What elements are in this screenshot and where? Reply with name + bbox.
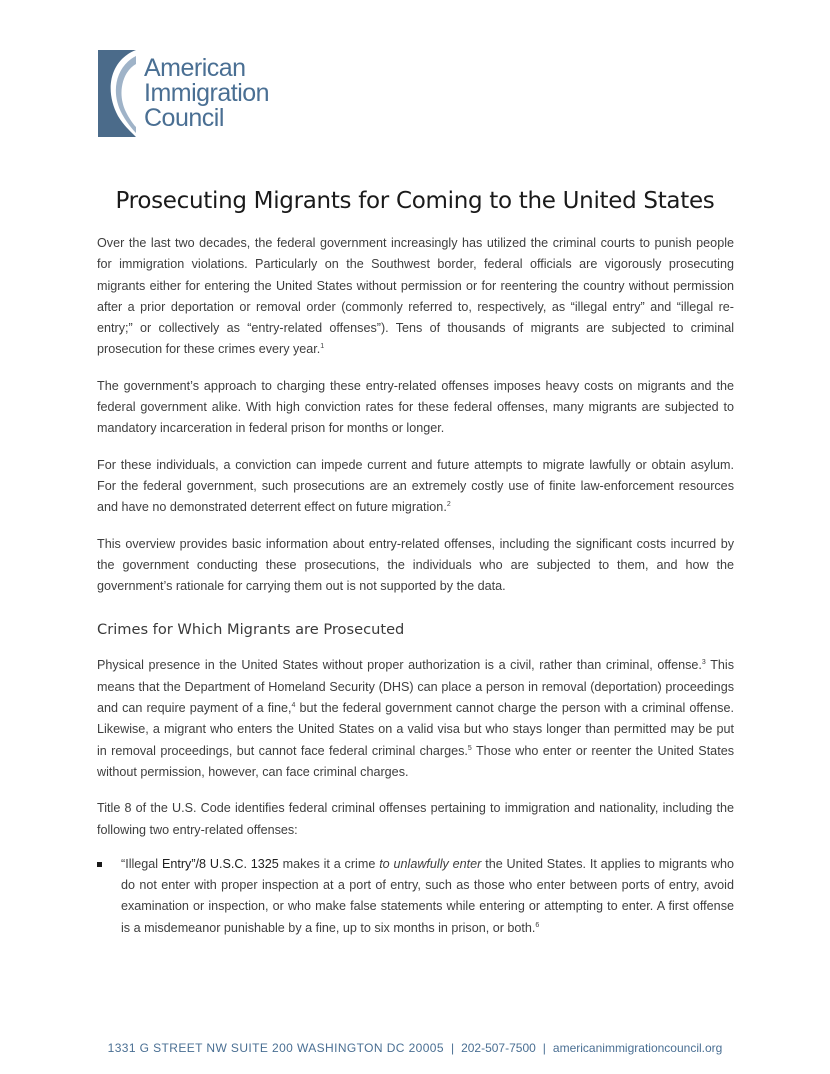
footer-phone: 202-507-7500 [461, 1041, 536, 1055]
paragraph-overview-text: This overview provides basic information about entry-related offenses, including the significant costs incurred by the government conducting these prosecutions, the individuals who are subjected to them, and how the government’s rationale for carrying them out is not supported by the data. [97, 536, 734, 594]
paragraph-civil-text-a: Physical presence in the United States without proper authorization is a civil, rather than criminal, offense. [97, 658, 702, 673]
footnote-ref-5[interactable]: 5 [467, 744, 472, 752]
paragraph-intro [97, 233, 734, 361]
organization-logo [98, 48, 298, 140]
square-bullet-icon [97, 862, 102, 867]
footnote-ref-1[interactable]: 1 [320, 343, 325, 351]
document-body [97, 233, 734, 939]
bullet-lead-text: “Illegal [121, 856, 162, 871]
logo-swoosh-icon [98, 50, 136, 137]
paragraph-intro-text: Over the last two decades, the federal government increasingly has utilized the criminal courts to punish people for immigration violations. Particularly on the Southwest border, federal officials are vigorously prosecuting migrants either for entering the United States without permission or for reentering the country without permission after a prior deportation or removal order (commonly referred to, respectively, as “illegal entry” and “illegal re-entry;” or collectively as “entry-related offenses”). Tens of thousands of migrants are subjected to criminal prosecution for these crimes every year. [97, 236, 734, 357]
paragraph-overview [97, 534, 734, 598]
footer-address: 1331 G STREET NW SUITE 200 WASHINGTON DC 20005 [107, 1041, 444, 1055]
section-heading: Crimes for Which Migrants are Prosecuted [97, 621, 405, 639]
paragraph-costs [97, 376, 734, 440]
footnote-ref-2[interactable]: 2 [446, 501, 451, 509]
document-title: Prosecuting Migrants for Coming to the United States [115, 188, 715, 214]
paragraph-impact-text: For these individuals, a conviction can impede current and future attempts to migrate lawfully or obtain asylum. For the federal government, such prosecutions are an extremely costly use of finite law-enforcement resources and have no demonstrated deterrent effect on future migration. [97, 457, 734, 515]
footnote-ref-3[interactable]: 3 [701, 659, 706, 667]
bullet-text-b: the United States. It applies to migrants who do not enter with proper inspection at a port of entry, such as those who enter between ports of entry, avoid examination or inspection, or who make false statements while entering or attempting to enter. A first offense is a misdemeanor punishable by a fine, up to six months in prison, or both. [121, 856, 734, 935]
footnote-ref-4[interactable]: 4 [291, 701, 296, 709]
bullet-statute-label: Entry”/8 U.S.C. 1325 [161, 856, 279, 871]
logo-wordmark [144, 56, 269, 131]
paragraph-civil-text-b: This means that the Department of Homeland Security (DHS) can place a person in removal (deportation) proceedings and can require payment of a fine, [97, 658, 734, 716]
logo-line-1: American [144, 54, 246, 82]
paragraph-civil-text-c: but the federal government cannot charge the person with a criminal offense. Likewise, a migrant who enters the United States on a valid visa but who stays longer than permitted may be put in removal proceedings, but cannot face federal criminal charges. [97, 701, 734, 758]
footer-separator: | [450, 1041, 455, 1055]
footer-separator: | [542, 1041, 546, 1055]
paragraph-impact [97, 455, 734, 519]
paragraph-title-8-text: Title 8 of the U.S. Code identifies federal criminal offenses pertaining to immigration and nationality, including the following two entry-related offenses: [97, 801, 734, 837]
footer-website-link[interactable]: americanimmigrationcouncil.org [552, 1041, 723, 1055]
paragraph-title-8 [97, 798, 734, 841]
bullet-text-a: makes it a crime [278, 856, 380, 871]
paragraph-civil-text-d: Those who enter or reenter the United States without permission, however, can face criminal charges. [97, 743, 734, 779]
paragraph-civil-offense [97, 655, 734, 783]
paragraph-costs-text: The government’s approach to charging these entry-related offenses imposes heavy costs on migrants and the federal government alike. With high conviction rates for these federal offenses, many migrants are subjected to mandatory incarceration in federal prison for months or longer. [97, 378, 734, 436]
bullet-emphasis: to unlawfully enter [379, 856, 482, 871]
footnote-ref-6[interactable]: 6 [535, 921, 540, 929]
logo-line-3: Council [144, 104, 224, 132]
logo-line-2: Immigration [144, 79, 270, 107]
page-footer [0, 1041, 830, 1055]
offense-list [97, 854, 734, 939]
list-item [97, 854, 734, 939]
